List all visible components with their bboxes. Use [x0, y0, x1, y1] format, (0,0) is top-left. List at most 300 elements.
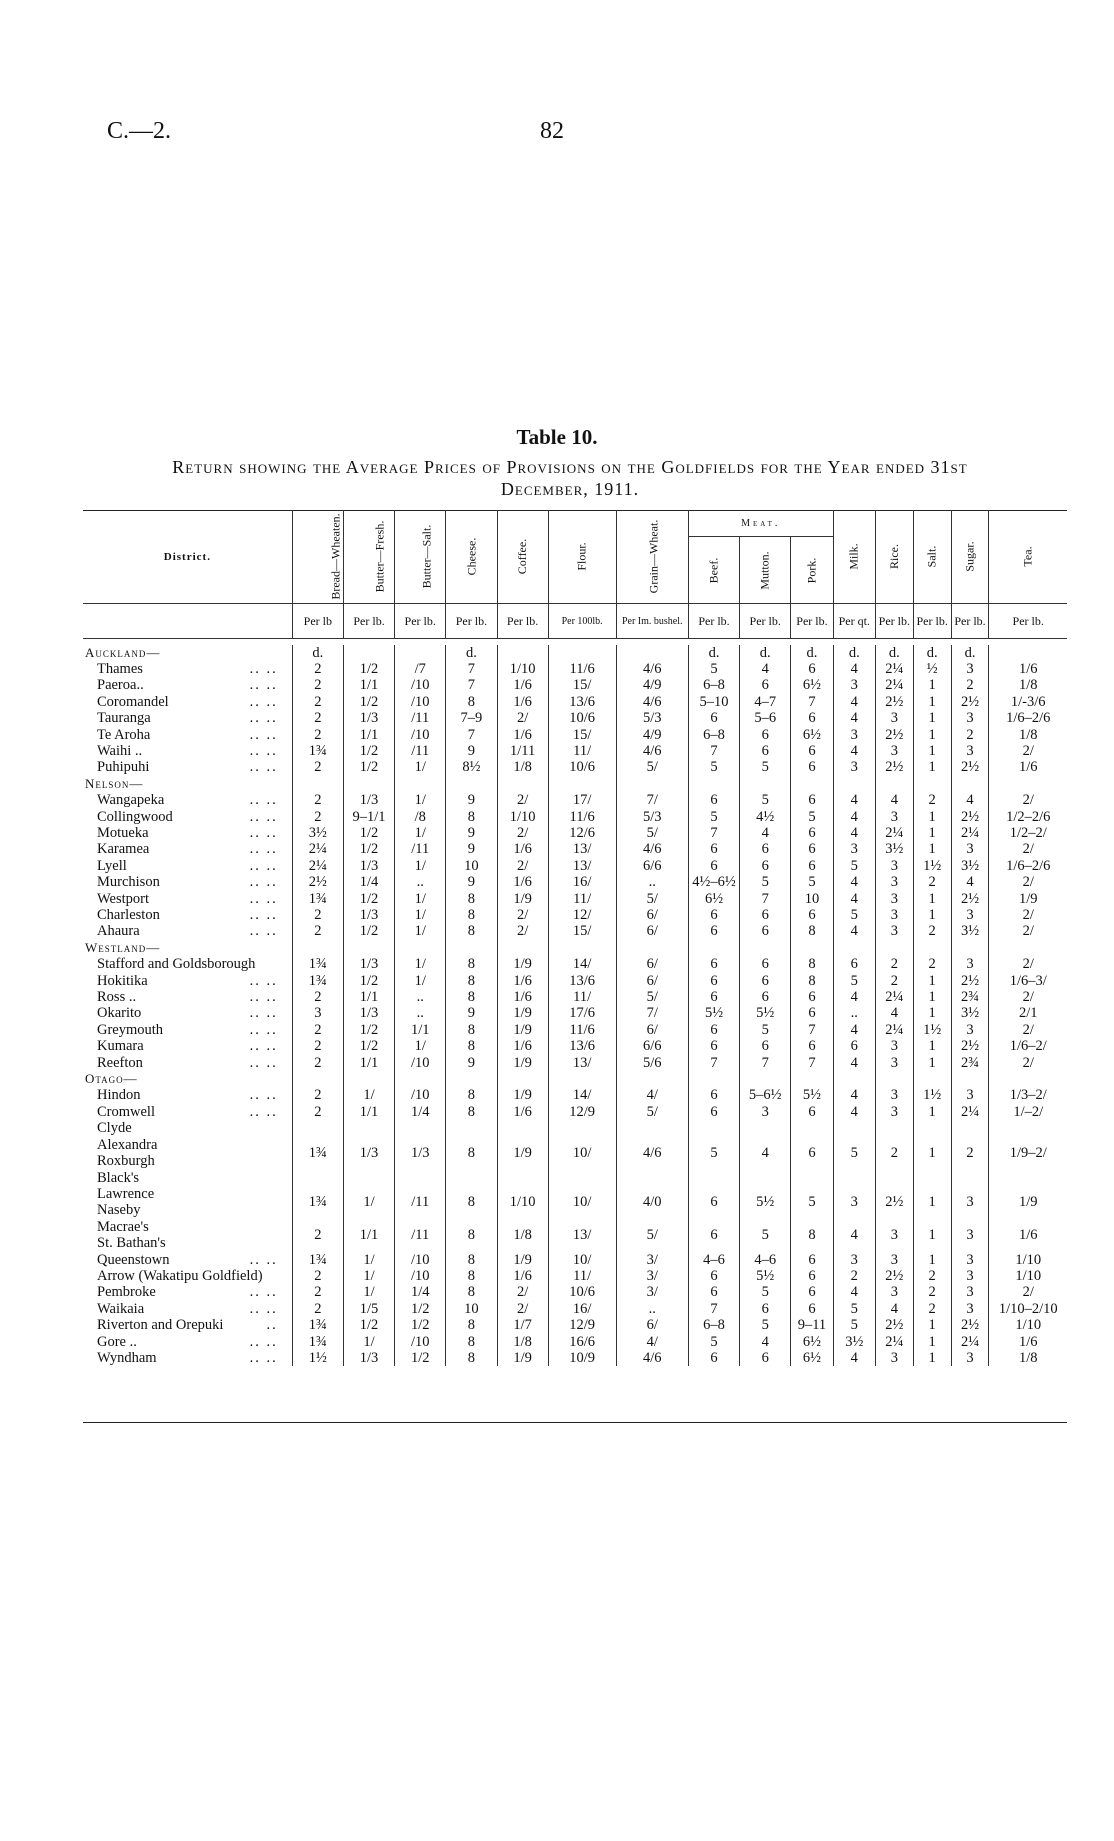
value-cell: 10: [791, 891, 833, 907]
value-cell: 5: [688, 1120, 739, 1186]
value-cell: 2¾: [951, 989, 989, 1005]
col-head-2: Butter—Salt.: [395, 510, 446, 604]
value-cell: 6: [833, 1038, 875, 1054]
value-cell: 4½–6½: [688, 874, 739, 890]
value-cell: 1/8: [497, 759, 548, 775]
leader-dots: .. ..: [249, 1054, 278, 1071]
value-cell: 2½: [292, 874, 343, 890]
value-cell: 4/6: [616, 1350, 688, 1366]
district-name: St. Bathan's: [97, 1235, 166, 1252]
district-name: Stafford and Goldsborough: [97, 956, 256, 973]
unit-cell: Per lb.: [913, 604, 951, 639]
value-cell: 3: [875, 1284, 913, 1300]
table-head: [83, 510, 1067, 645]
value-cell: 11/: [548, 891, 616, 907]
district-name: Kumara: [97, 1038, 144, 1055]
value-cell: 1/10–2/10: [989, 1301, 1067, 1317]
value-cell: 8: [791, 956, 833, 972]
value-cell: [616, 776, 688, 792]
leader-dots: .. ..: [249, 841, 278, 858]
leader-dots: .. ..: [249, 808, 278, 825]
value-cell: 5/3: [616, 809, 688, 825]
value-cell: 8: [446, 907, 497, 923]
value-cell: 1/3: [343, 1005, 394, 1021]
district-cell: [83, 1268, 292, 1284]
value-cell: 10/6: [548, 759, 616, 775]
value-cell: 10/: [548, 1186, 616, 1219]
value-cell: 1: [913, 1120, 951, 1186]
value-cell: 2½: [875, 1268, 913, 1284]
value-cell: 1/3: [343, 956, 394, 972]
value-cell: 1/4: [395, 1284, 446, 1300]
value-cell: 1: [913, 694, 951, 710]
value-cell: 5: [688, 759, 739, 775]
district-cell: [83, 874, 292, 890]
district-cell: [83, 809, 292, 825]
value-cell: 2¼: [875, 677, 913, 693]
district-name: Greymouth: [97, 1021, 164, 1038]
value-cell: 1/–2/: [989, 1104, 1067, 1120]
value-cell: 6: [791, 1301, 833, 1317]
value-cell: 6: [791, 710, 833, 726]
value-cell: 13/6: [548, 694, 616, 710]
value-cell: 1: [913, 1219, 951, 1252]
value-cell: 4: [740, 1334, 791, 1350]
value-cell: 5: [740, 1219, 791, 1252]
value-cell: 1/6: [497, 874, 548, 890]
leader-dots: .. ..: [249, 907, 278, 923]
value-cell: [688, 776, 739, 792]
value-cell: [616, 940, 688, 956]
unit-cell: Per lb.: [951, 604, 989, 639]
value-cell: 1/4: [395, 1104, 446, 1120]
value-cell: 3½: [951, 923, 989, 939]
value-cell: 6: [791, 759, 833, 775]
value-cell: 7: [791, 694, 833, 710]
value-cell: 6: [791, 661, 833, 677]
value-cell: 3/: [616, 1252, 688, 1268]
value-cell: 4: [833, 792, 875, 808]
value-cell: 4½: [740, 809, 791, 825]
value-cell: 1/9: [497, 1055, 548, 1071]
value-cell: [395, 1071, 446, 1087]
section-label: Auckland—: [85, 644, 161, 660]
value-cell: /10: [395, 1055, 446, 1071]
value-cell: 6: [791, 841, 833, 857]
value-cell: 6: [791, 1268, 833, 1284]
district-name: Te Aroha: [97, 726, 151, 743]
value-cell: [497, 1071, 548, 1087]
value-cell: 2: [913, 956, 951, 972]
district-name: Ahaura: [97, 923, 140, 940]
value-cell: 1¾: [292, 1317, 343, 1333]
value-cell: 3: [875, 809, 913, 825]
table-row: [83, 923, 1067, 939]
value-cell: 2/: [989, 841, 1067, 857]
value-cell: 1/6: [497, 1104, 548, 1120]
district-name: Ross ..: [97, 989, 137, 1006]
value-cell: 5–10: [688, 694, 739, 710]
value-cell: 3½: [292, 825, 343, 841]
value-cell: 2½: [951, 891, 989, 907]
value-cell: [833, 1071, 875, 1087]
value-cell: 2: [913, 923, 951, 939]
value-cell: 3: [875, 891, 913, 907]
value-cell: 3: [951, 1087, 989, 1103]
value-cell: 5/: [616, 891, 688, 907]
district-cell: [83, 661, 292, 677]
value-cell: 3: [951, 907, 989, 923]
district-cell: [83, 677, 292, 693]
value-cell: [292, 1071, 343, 1087]
district-cell: [83, 825, 292, 841]
district-name: Collingwood: [97, 808, 173, 825]
district-cell: [83, 1104, 292, 1120]
value-cell: [833, 776, 875, 792]
value-cell: 1/6: [497, 973, 548, 989]
value-cell: 14/: [548, 1087, 616, 1103]
value-cell: 4: [833, 874, 875, 890]
value-cell: 1½: [292, 1350, 343, 1366]
value-cell: /10: [395, 1087, 446, 1103]
value-cell: 1: [913, 710, 951, 726]
value-cell: 5/6: [616, 1055, 688, 1071]
value-cell: 2: [951, 727, 989, 743]
value-cell: /10: [395, 1334, 446, 1350]
value-cell: 2: [913, 792, 951, 808]
value-cell: 3: [875, 907, 913, 923]
section-row: [83, 940, 1067, 956]
value-cell: 1/2–2/6: [989, 809, 1067, 825]
value-cell: 1/8: [497, 1334, 548, 1350]
value-cell: 1/: [395, 759, 446, 775]
value-cell: 6/6: [616, 858, 688, 874]
value-cell: 3: [875, 1087, 913, 1103]
value-cell: 1/: [395, 858, 446, 874]
value-cell: 5½: [791, 1087, 833, 1103]
col-head-9: Pork.: [791, 537, 833, 604]
value-cell: 7: [791, 1022, 833, 1038]
table-subtitle-line2: December, 1911.: [500, 479, 640, 499]
value-cell: ..: [616, 1301, 688, 1317]
table-row: [83, 694, 1067, 710]
value-cell: 2¼: [875, 825, 913, 841]
value-cell: 6: [688, 1186, 739, 1219]
value-cell: 1/9–2/: [989, 1120, 1067, 1186]
value-cell: [951, 1071, 989, 1087]
leader-dots: .. ..: [249, 989, 278, 1006]
value-cell: [989, 776, 1067, 792]
value-cell: 10: [446, 858, 497, 874]
col-head-8: Mutton.: [740, 537, 791, 604]
district-cell: [83, 743, 292, 759]
value-cell: 2¼: [875, 661, 913, 677]
value-cell: 6: [740, 1038, 791, 1054]
value-cell: 3: [833, 1186, 875, 1219]
value-cell: 6: [688, 1087, 739, 1103]
value-cell: 4: [833, 743, 875, 759]
unit-row: [83, 604, 1067, 639]
value-cell: [616, 1071, 688, 1087]
value-cell: 9–11: [791, 1317, 833, 1333]
value-cell: 2/: [497, 923, 548, 939]
value-cell: 2/: [989, 743, 1067, 759]
value-cell: [343, 940, 394, 956]
value-cell: 17/6: [548, 1005, 616, 1021]
value-cell: 3: [951, 1268, 989, 1284]
value-cell: [343, 645, 394, 661]
leader-dots: .. ..: [249, 923, 278, 940]
value-cell: 1: [913, 891, 951, 907]
value-cell: 6: [791, 1252, 833, 1268]
value-cell: 6: [791, 1120, 833, 1186]
value-cell: 1/9: [989, 1186, 1067, 1219]
leader-dots: ..: [266, 1317, 278, 1334]
value-cell: 5½: [688, 1005, 739, 1021]
meat-group-header: Meat.: [688, 510, 833, 537]
value-cell: 1/9: [497, 1350, 548, 1366]
col-head-7: Beef.: [688, 537, 739, 604]
value-cell: 4: [740, 825, 791, 841]
value-cell: 1½: [913, 1022, 951, 1038]
district-name: Waikaia: [97, 1300, 145, 1317]
value-cell: 9: [446, 792, 497, 808]
district-name: Black's: [97, 1169, 140, 1186]
leader-dots: .. ..: [249, 1038, 278, 1055]
value-cell: 4–6: [740, 1252, 791, 1268]
district-name: Tauranga: [97, 710, 151, 727]
value-cell: 2½: [951, 973, 989, 989]
district-cell: [83, 1038, 292, 1054]
value-cell: 2: [292, 1268, 343, 1284]
value-cell: 5½: [740, 1186, 791, 1219]
district-name: Okarito: [97, 1005, 142, 1022]
value-cell: 2: [292, 1104, 343, 1120]
value-cell: 1/3: [395, 1120, 446, 1186]
value-cell: 3: [951, 661, 989, 677]
value-cell: d.: [833, 645, 875, 661]
value-cell: 5: [740, 1022, 791, 1038]
value-cell: 1/8: [989, 727, 1067, 743]
value-cell: 14/: [548, 956, 616, 972]
value-cell: 1/6: [497, 841, 548, 857]
value-cell: 10/: [548, 1252, 616, 1268]
district-cell: [83, 891, 292, 907]
table-row-group: [83, 1120, 1067, 1186]
value-cell: 6: [688, 1038, 739, 1054]
value-cell: 3: [875, 1252, 913, 1268]
col-head-4: Coffee.: [497, 510, 548, 604]
value-cell: 13/: [548, 841, 616, 857]
section-label: Nelson—: [85, 775, 144, 791]
district-name: Paeroa..: [97, 677, 144, 694]
value-cell: 6: [791, 1038, 833, 1054]
district-name: Coromandel: [97, 693, 169, 710]
value-cell: 13/6: [548, 973, 616, 989]
value-cell: 4: [875, 1301, 913, 1317]
value-cell: 1/5: [343, 1301, 394, 1317]
leader-dots: .. ..: [249, 1005, 278, 1022]
value-cell: 3: [951, 841, 989, 857]
value-cell: 2¾: [951, 1055, 989, 1071]
value-cell: 12/: [548, 907, 616, 923]
value-cell: 1/2: [343, 1317, 394, 1333]
value-cell: 1/1: [343, 727, 394, 743]
value-cell: 4/9: [616, 677, 688, 693]
value-cell: 5–6: [740, 710, 791, 726]
value-cell: 7: [688, 743, 739, 759]
value-cell: 10/6: [548, 710, 616, 726]
value-cell: 8: [791, 1219, 833, 1252]
value-cell: 4/6: [616, 743, 688, 759]
value-cell: 2: [292, 694, 343, 710]
value-cell: 8: [446, 694, 497, 710]
value-cell: 2/: [989, 1055, 1067, 1071]
value-cell: 1: [913, 973, 951, 989]
value-cell: 1/6–2/: [989, 1038, 1067, 1054]
value-cell: [548, 645, 616, 661]
value-cell: d.: [292, 645, 343, 661]
value-cell: 2: [292, 809, 343, 825]
table-row-group: [83, 1219, 1067, 1252]
district-name: Macrae's: [97, 1218, 149, 1235]
value-cell: 2: [913, 1301, 951, 1317]
value-cell: 3: [951, 1022, 989, 1038]
value-cell: 9–1/1: [343, 809, 394, 825]
value-cell: [791, 776, 833, 792]
value-cell: 4/6: [616, 841, 688, 857]
value-cell: /10: [395, 677, 446, 693]
district-name: Lyell: [97, 857, 127, 874]
value-cell: 1/6: [497, 1268, 548, 1284]
value-cell: 1/1: [343, 989, 394, 1005]
value-cell: 1¾: [292, 1120, 343, 1186]
table-row: [83, 759, 1067, 775]
value-cell: 1/2–2/: [989, 825, 1067, 841]
value-cell: 2: [913, 1268, 951, 1284]
value-cell: 1/7: [497, 1317, 548, 1333]
value-cell: 2½: [875, 1186, 913, 1219]
value-cell: 17/: [548, 792, 616, 808]
value-cell: 2/: [497, 907, 548, 923]
value-cell: 3: [951, 743, 989, 759]
value-cell: 7/: [616, 1005, 688, 1021]
district-name: Puhipuhi: [97, 759, 150, 776]
value-cell: 1/9: [497, 1120, 548, 1186]
value-cell: 3: [951, 1186, 989, 1219]
value-cell: 1/: [343, 1087, 394, 1103]
value-cell: 1/6: [989, 661, 1067, 677]
value-cell: 1: [913, 1104, 951, 1120]
col-head-3: Cheese.: [446, 510, 497, 604]
value-cell: 16/: [548, 874, 616, 890]
meat-header-row: [83, 510, 1067, 537]
value-cell: [875, 776, 913, 792]
value-cell: 8: [446, 1087, 497, 1103]
value-cell: 5: [833, 1120, 875, 1186]
value-cell: 2/: [497, 825, 548, 841]
value-cell: 4: [740, 661, 791, 677]
value-cell: 8: [791, 923, 833, 939]
leader-dots: .. ..: [249, 693, 278, 710]
leader-dots: .. ..: [249, 972, 278, 989]
page-number: 82: [540, 118, 564, 144]
table-row: [83, 825, 1067, 841]
value-cell: 6/: [616, 923, 688, 939]
value-cell: 1/2: [395, 1317, 446, 1333]
leader-dots: .. ..: [249, 1333, 278, 1350]
value-cell: 2: [292, 1055, 343, 1071]
value-cell: 2/: [989, 874, 1067, 890]
value-cell: 5/: [616, 825, 688, 841]
value-cell: 3: [833, 677, 875, 693]
value-cell: 1/11: [497, 743, 548, 759]
table-row: [83, 1301, 1067, 1317]
value-cell: 4/: [616, 1087, 688, 1103]
value-cell: 13/: [548, 858, 616, 874]
value-cell: 1/6: [989, 1334, 1067, 1350]
value-cell: 5: [688, 809, 739, 825]
unit-cell: Per lb.: [989, 604, 1067, 639]
value-cell: 4: [833, 1284, 875, 1300]
value-cell: 6/6: [616, 1038, 688, 1054]
table-row: [83, 1317, 1067, 1333]
value-cell: 1/: [343, 1334, 394, 1350]
value-cell: 6: [791, 825, 833, 841]
district-cell: [83, 841, 292, 857]
value-cell: d.: [875, 645, 913, 661]
value-cell: [913, 940, 951, 956]
value-cell: 4: [833, 661, 875, 677]
value-cell: 8: [446, 1186, 497, 1219]
value-cell: 1/3–2/: [989, 1087, 1067, 1103]
value-cell: 8: [446, 1038, 497, 1054]
value-cell: 2/: [989, 956, 1067, 972]
value-cell: 3/: [616, 1268, 688, 1284]
unit-cell: Per lb.: [343, 604, 394, 639]
value-cell: /11: [395, 743, 446, 759]
value-cell: 7: [446, 677, 497, 693]
value-cell: 1/1: [395, 1022, 446, 1038]
value-cell: 2/: [989, 792, 1067, 808]
col-head-0: Bread—Wheaten.: [292, 510, 343, 604]
district-cell: [83, 1301, 292, 1317]
value-cell: ..: [616, 874, 688, 890]
value-cell: 1/2: [343, 891, 394, 907]
district-cell: [83, 1022, 292, 1038]
value-cell: 2/: [497, 1301, 548, 1317]
value-cell: 2: [292, 759, 343, 775]
value-cell: 5: [791, 809, 833, 825]
value-cell: 4: [833, 694, 875, 710]
value-cell: 9: [446, 825, 497, 841]
value-cell: 2½: [951, 1317, 989, 1333]
value-cell: 2: [951, 677, 989, 693]
value-cell: 6: [688, 973, 739, 989]
value-cell: 6/: [616, 907, 688, 923]
value-cell: 7/: [616, 792, 688, 808]
value-cell: d.: [688, 645, 739, 661]
value-cell: 4: [833, 1104, 875, 1120]
table-row: [83, 1038, 1067, 1054]
value-cell: 3½: [951, 1005, 989, 1021]
value-cell: 2/1: [989, 1005, 1067, 1021]
district-name: Reefton: [97, 1054, 143, 1071]
value-cell: 1/2: [343, 743, 394, 759]
value-cell: 4: [833, 923, 875, 939]
district-name: Westport: [97, 890, 149, 907]
value-cell: 1¾: [292, 1334, 343, 1350]
